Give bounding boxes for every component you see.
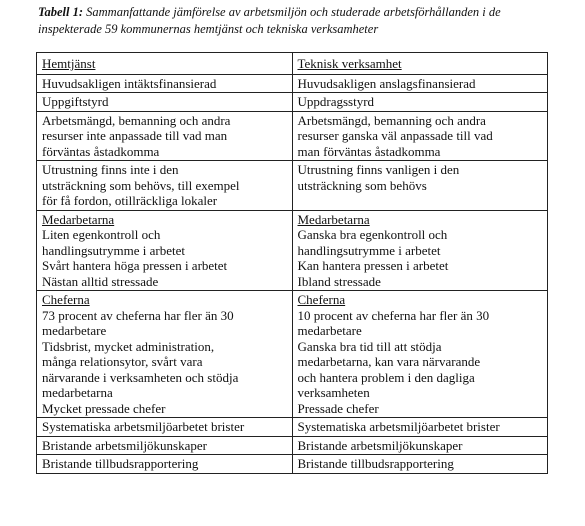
table-cell-right bbox=[292, 93, 548, 112]
cell-text-line: Ganska bra egenkontroll och bbox=[297, 227, 448, 242]
cell-text-line: handlingsutrymme i arbetet bbox=[42, 242, 185, 258]
table-row bbox=[37, 161, 548, 211]
cell-text-line: Nästan alltid stressade bbox=[42, 273, 159, 289]
table-cell-left bbox=[37, 455, 293, 474]
cell-text-line: Arbetsmängd, bemanning och andra bbox=[297, 112, 486, 128]
table-cell-left bbox=[37, 111, 293, 161]
cell-text-line: Utrustning finns vanligen i den bbox=[297, 162, 460, 177]
cell-text-line: Ganska bra tid till att stödja bbox=[297, 338, 442, 354]
table-caption bbox=[38, 4, 558, 38]
table-cell-left bbox=[37, 210, 293, 291]
table-row bbox=[37, 210, 548, 291]
cell-text-line: Arbetsmängd, bemanning och andra bbox=[42, 112, 231, 128]
cell-text-line: Ibland stressade bbox=[297, 273, 381, 289]
cell-text-line: Bristande tillbudsrapportering bbox=[42, 456, 199, 471]
caption-text: Sammanfattande jämförelse av arbetsmiljön och studerade arbetsförhållanden i de inspekterade 59 kommunernas hemtjänst och tekniska verksamheter bbox=[38, 5, 501, 36]
table-row bbox=[37, 291, 548, 418]
cell-text-line: Uppgiftstyrd bbox=[42, 94, 109, 109]
table-row bbox=[37, 455, 548, 474]
cell-text-line: medarbetare bbox=[297, 323, 362, 338]
cell-text-line: resurser ganska väl anpassade till vad bbox=[297, 128, 493, 143]
cell-text-line: Uppdragsstyrd bbox=[297, 94, 375, 109]
table-cell-right bbox=[292, 291, 548, 418]
cell-text-line: man förväntas åstadkomma bbox=[297, 143, 441, 159]
comparison-table bbox=[36, 52, 548, 474]
cell-section-title: Medarbetarna bbox=[297, 211, 370, 227]
cell-text-line: Mycket pressade chefer bbox=[42, 400, 166, 416]
cell-text-line: Systematiska arbetsmiljöarbetet brister bbox=[297, 419, 500, 434]
table-cell-right bbox=[292, 161, 548, 211]
cell-text-line: Huvudsakligen intäktsfinansierad bbox=[42, 75, 217, 91]
cell-text-line: Svårt hantera höga pressen i arbetet bbox=[42, 258, 228, 273]
cell-text-line: Kan hantera pressen i arbetet bbox=[297, 258, 449, 273]
table-row bbox=[37, 74, 548, 93]
cell-text-line: Utrustning finns inte i den bbox=[42, 162, 179, 177]
header-hemtjanst bbox=[37, 53, 293, 75]
cell-text-line: Bristande tillbudsrapportering bbox=[297, 456, 454, 471]
cell-text-line: medarbetarna bbox=[42, 385, 113, 400]
table-cell-left bbox=[37, 418, 293, 437]
cell-text-line: Pressade chefer bbox=[297, 400, 379, 416]
table-cell-left bbox=[37, 436, 293, 455]
table-cell-right bbox=[292, 111, 548, 161]
table-row bbox=[37, 436, 548, 455]
cell-text-line: Tidsbrist, mycket administration, bbox=[42, 338, 215, 354]
cell-text-line: Huvudsakligen anslagsfinansierad bbox=[297, 75, 476, 91]
table-cell-right bbox=[292, 74, 548, 93]
table-cell-left bbox=[37, 161, 293, 211]
header-label: Teknisk verksamhet bbox=[297, 56, 402, 71]
cell-section-title: Cheferna bbox=[42, 292, 90, 307]
caption-label: Tabell 1: bbox=[38, 5, 84, 19]
header-label: Hemtjänst bbox=[42, 56, 96, 71]
table-row bbox=[37, 418, 548, 437]
table-row bbox=[37, 111, 548, 161]
table-cell-right bbox=[292, 436, 548, 455]
cell-text-line: 73 procent av cheferna har fler än 30 bbox=[42, 307, 234, 323]
cell-section-title: Medarbetarna bbox=[42, 211, 115, 227]
table-cell-left bbox=[37, 291, 293, 418]
cell-text-line: Bristande arbetsmiljökunskaper bbox=[42, 437, 207, 453]
table-row bbox=[37, 93, 548, 112]
header-teknisk-verksamhet bbox=[292, 53, 548, 75]
cell-text-line: och hantera problem i den dagliga bbox=[297, 369, 475, 385]
cell-text-line: verksamheten bbox=[297, 385, 370, 400]
table-cell-right bbox=[292, 418, 548, 437]
cell-text-line: handlingsutrymme i arbetet bbox=[297, 242, 441, 258]
cell-text-line: utsträckning som behövs, till exempel bbox=[42, 177, 240, 193]
cell-text-line: utsträckning som behövs bbox=[297, 177, 427, 193]
cell-text-line: medarbetare bbox=[42, 323, 107, 338]
cell-text-line: närvarande i verksamheten och stödja bbox=[42, 369, 239, 385]
table-cell-left bbox=[37, 93, 293, 112]
table-header-row bbox=[37, 53, 548, 75]
cell-text-line: resurser inte anpassade till vad man bbox=[42, 128, 228, 143]
cell-text-line: många relationsytor, svårt vara bbox=[42, 354, 203, 369]
cell-text-line: Bristande arbetsmiljökunskaper bbox=[297, 437, 463, 453]
cell-section-title: Cheferna bbox=[297, 292, 346, 307]
cell-text-line: Liten egenkontroll och bbox=[42, 227, 161, 242]
cell-text-line: 10 procent av cheferna har fler än 30 bbox=[297, 307, 490, 323]
table-cell-right bbox=[292, 455, 548, 474]
cell-text-line: medarbetarna, kan vara närvarande bbox=[297, 354, 481, 369]
table-cell-right bbox=[292, 210, 548, 291]
cell-text-line: för få fordon, otillräckliga lokaler bbox=[42, 193, 218, 208]
cell-text-line: förväntas åstadkomma bbox=[42, 143, 160, 159]
cell-text-line: Systematiska arbetsmiljöarbetet brister bbox=[42, 419, 245, 434]
table-cell-left bbox=[37, 74, 293, 93]
